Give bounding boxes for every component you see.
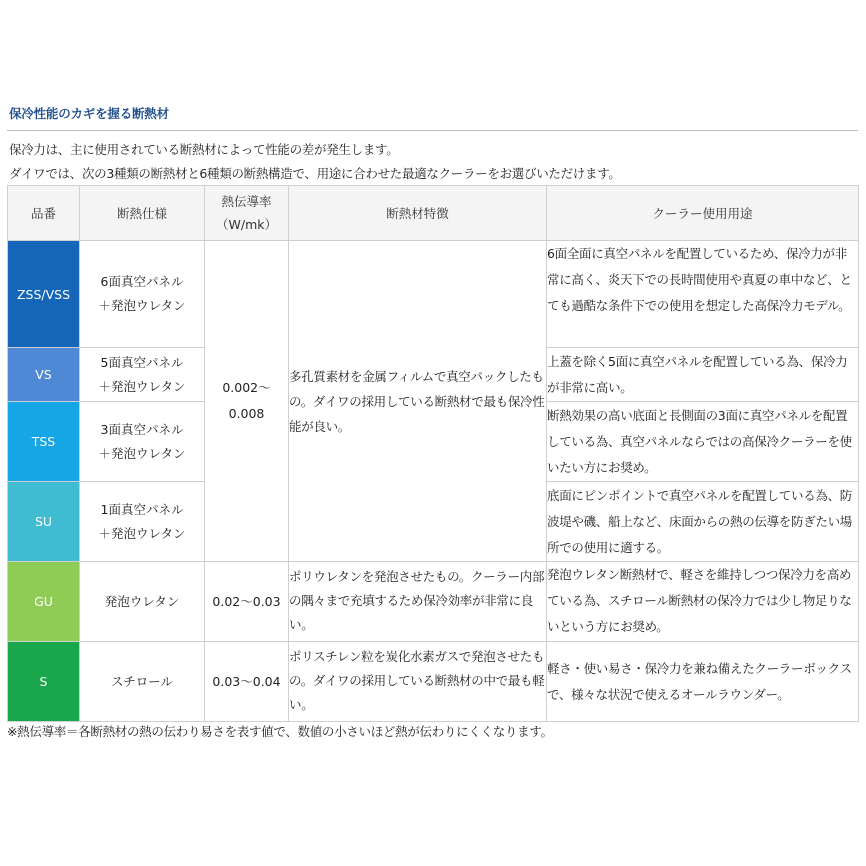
spec-cell [80, 482, 205, 562]
conductivity-line1: 0.002〜 [222, 380, 271, 395]
spec-line2: ＋発泡ウレタン [98, 378, 186, 394]
spec-line2: ＋発泡ウレタン [98, 445, 186, 461]
conductivity-cell: 0.02〜0.03 [205, 562, 289, 642]
spec-cell [80, 402, 205, 482]
spec-cell: スチロール [80, 642, 205, 722]
usage-cell: 底面にピンポイントで真空パネルを配置している為、防波堤や磯、船上など、床面からの熱の伝導を防ぎたい場所での使用に適する。 [547, 482, 859, 562]
title-divider [7, 130, 858, 131]
feature-cell: ポリスチレン粒を炭化水素ガスで発泡させたもの。ダイワの採用している断熱材の中で最も軽い。 [289, 642, 547, 722]
code-cell-vs: VS [8, 348, 80, 402]
conductivity-cell: 0.03〜0.04 [205, 642, 289, 722]
conductivity-line2: 0.008 [228, 406, 265, 421]
code-cell-su: SU [8, 482, 80, 562]
intro-line-1: 保冷力は、主に使用されている断熱材によって性能の差が発生します。 [9, 142, 399, 157]
usage-cell: 発泡ウレタン断熱材で、軽さを維持しつつ保冷力を高めている為、スチロール断熱材の保冷力では少し物足りないという方にお奨め。 [547, 562, 859, 642]
table-row [8, 241, 859, 348]
header-usage: クーラー使用用途 [547, 186, 859, 241]
insulation-table [7, 185, 859, 722]
code-cell-tss: TSS [8, 402, 80, 482]
feature-cell-vacuum: 多孔質素材を金属フィルムで真空パックしたもの。ダイワの採用している断熱材で最も保冷性能が良い。 [289, 241, 547, 562]
code-cell-zss-vss: ZSS/VSS [8, 241, 80, 348]
feature-cell: ポリウレタンを発泡させたもの。クーラー内部の隅々まで充填するため保冷効率が非常に良い。 [289, 562, 547, 642]
spec-line2: ＋発泡ウレタン [98, 298, 186, 313]
header-conductivity-line2: （W/mk） [216, 217, 277, 232]
usage-cell: 上蓋を除く5面に真空パネルを配置している為、保冷力が非常に高い。 [547, 348, 859, 402]
header-conductivity [205, 186, 289, 241]
spec-line2: ＋発泡ウレタン [98, 525, 186, 541]
table-row [8, 642, 859, 722]
spec-line1: 6面真空パネル [100, 274, 184, 289]
conductivity-cell-vacuum [205, 241, 289, 562]
intro-line-2: ダイワでは、次の3種類の断熱材と6種類の断熱構造で、用途に合わせた最適なクーラーをお選びいただけます。 [9, 166, 621, 181]
spec-line1: 3面真空パネル [100, 421, 184, 437]
spec-cell: 発泡ウレタン [80, 562, 205, 642]
header-feature: 断熱材特徴 [289, 186, 547, 241]
usage-cell: 軽さ・使い易さ・保冷力を兼ね備えたクーラーボックスで、様々な状況で使えるオールラウンダー。 [547, 642, 859, 722]
section-title: 保冷性能のカギを握る断熱材 [9, 106, 169, 121]
spec-line1: 1面真空パネル [100, 501, 184, 517]
header-spec: 断熱仕様 [80, 186, 205, 241]
table-header-row [8, 186, 859, 241]
footnote: ※熱伝導率＝各断熱材の熱の伝わり易さを表す値で、数値の小さいほど熱が伝わりにくくなります。 [7, 724, 553, 739]
spec-cell [80, 241, 205, 348]
code-cell-s: S [8, 642, 80, 722]
usage-cell: 断熱効果の高い底面と長側面の3面に真空パネルを配置している為、真空パネルならではの高保冷クーラーを使いたい方にお奨め。 [547, 402, 859, 482]
header-code: 品番 [8, 186, 80, 241]
usage-cell: 6面全面に真空パネルを配置しているため、保冷力が非常に高く、炎天下での長時間使用や真夏の車中など、とても過酷な条件下での使用を想定した高保冷力モデル。 [547, 241, 859, 348]
spec-cell [80, 348, 205, 402]
table-row [8, 562, 859, 642]
header-conductivity-line1: 熱伝導率 [221, 194, 272, 209]
code-cell-gu: GU [8, 562, 80, 642]
spec-line1: 5面真空パネル [100, 354, 184, 370]
